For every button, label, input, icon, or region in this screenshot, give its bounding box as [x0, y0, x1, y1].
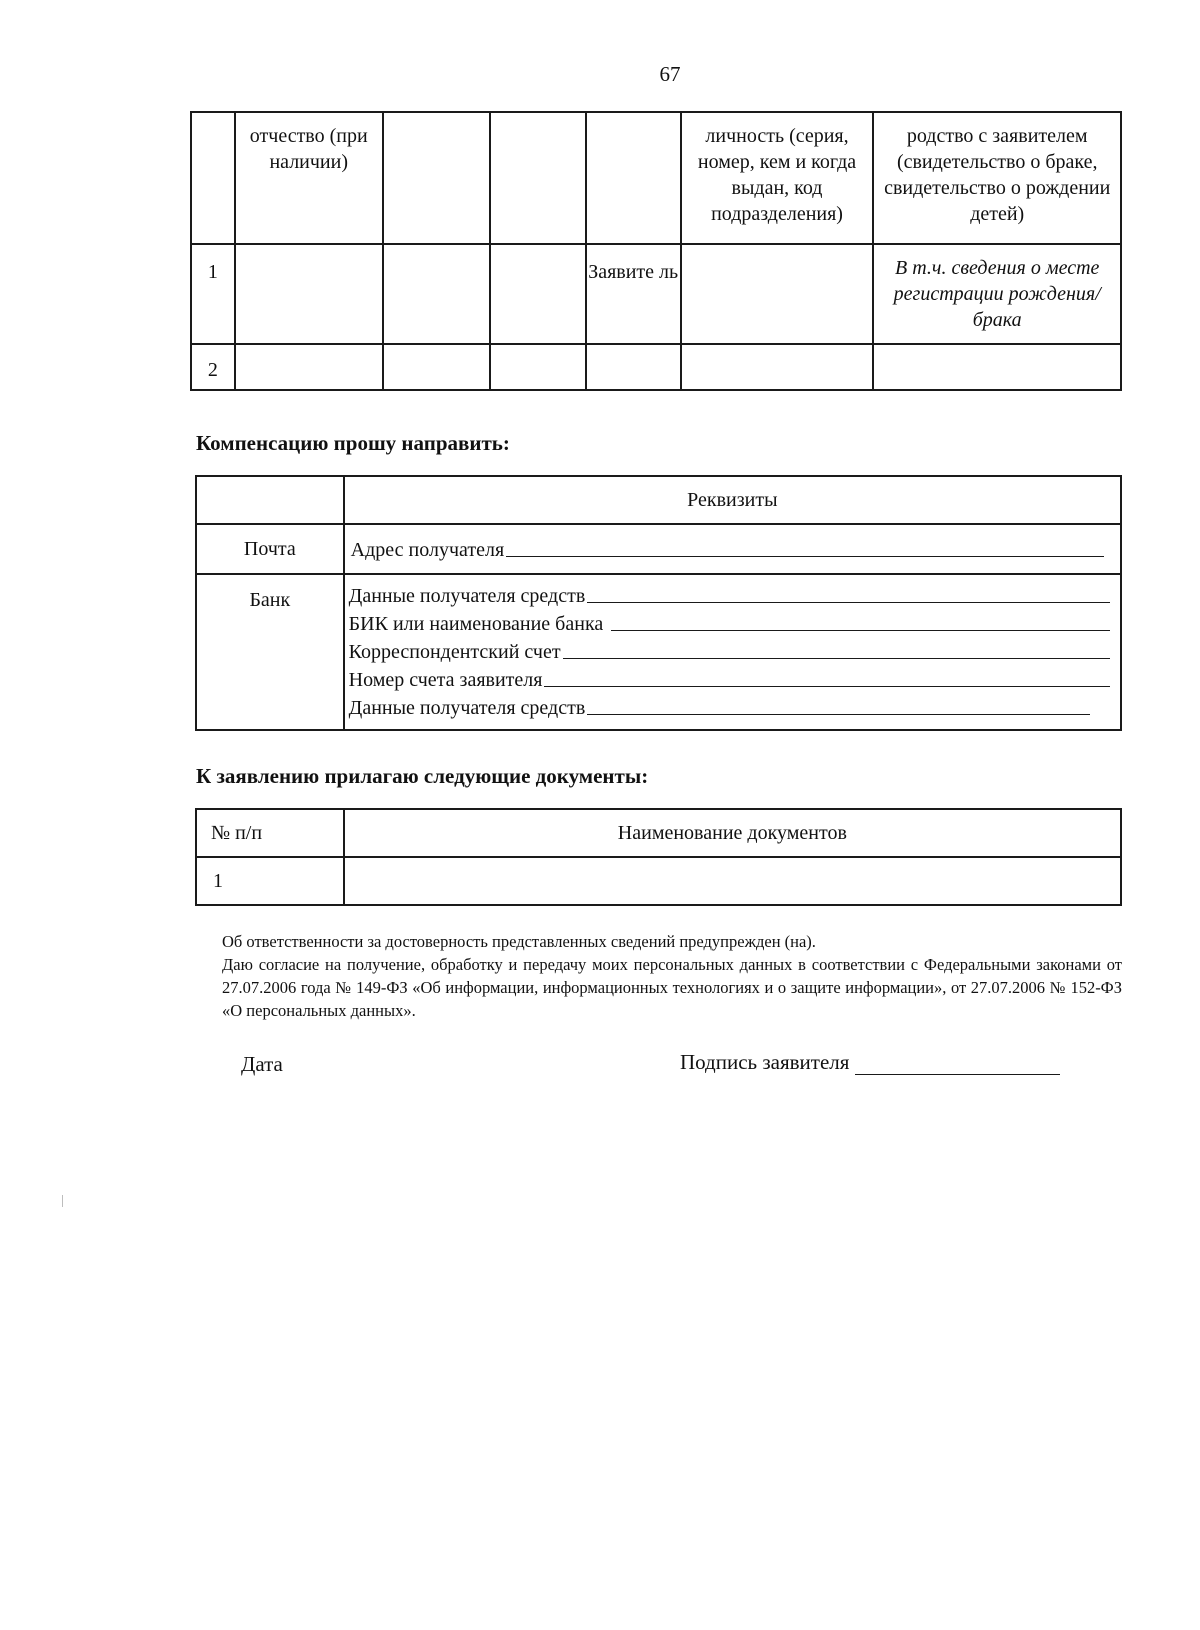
table-row — [191, 344, 1121, 390]
table-cell — [196, 476, 344, 524]
payment-requisites-table — [195, 475, 1122, 731]
documents-header-row — [196, 809, 1121, 857]
bank-field-recipient[interactable] — [349, 581, 1110, 609]
mail-fields — [344, 524, 1121, 574]
doc-name-cell[interactable] — [344, 857, 1121, 905]
row-number: 1 — [207, 261, 218, 283]
mail-address-field[interactable] — [351, 535, 1104, 563]
table-cell — [681, 244, 874, 344]
fill-line — [587, 714, 1090, 715]
header-cell-4 — [490, 112, 586, 244]
bank-label: Банк — [196, 574, 344, 730]
doc-name-header: Наименование документов — [344, 809, 1121, 857]
table-cell — [383, 244, 491, 344]
table-cell — [681, 344, 874, 390]
bank-field-recipient-2[interactable] — [349, 693, 1110, 721]
page-number: 67 — [659, 62, 681, 86]
family-members-table — [190, 111, 1122, 391]
personal-data-consent: Даю согласие на получение, обработку и передачу моих персональных данных в соответствии с Федеральными законами от 27.07.2006 года № 149-ФЗ «Об информации, информационных технологиях и о защите информации», от 27.07.2006 № 152-ФЗ «О персональных данных». — [222, 955, 1122, 1020]
fill-line — [506, 556, 1104, 557]
bank-field-account-number[interactable] — [349, 665, 1110, 693]
signature-block — [680, 1050, 1060, 1075]
header-patronymic-text: отчество (при наличии) — [249, 125, 368, 173]
requisites-header-row — [196, 476, 1121, 524]
bank-field-bic[interactable] — [349, 609, 1110, 637]
header-identity-text: личность (серия, номер, кем и когда выдан, код подразделения) — [697, 125, 857, 225]
field-label: БИК или наименование банка — [348, 613, 604, 635]
fill-line — [587, 602, 1110, 603]
table-cell — [490, 244, 586, 344]
fill-line — [611, 630, 1110, 631]
field-label: Данные получателя средств — [348, 585, 586, 607]
date-label: Дата — [241, 1052, 283, 1076]
responsibility-statement: Об ответственности за достоверность представленных сведений предупрежден (на). — [222, 932, 816, 951]
table-cell — [490, 344, 586, 390]
row-number: 2 — [207, 359, 218, 381]
note-cell — [873, 344, 1121, 390]
doc-num-header: № п/п — [196, 809, 344, 857]
payment-heading: Компенсацию прошу направить: — [196, 431, 510, 455]
mail-row — [196, 524, 1121, 574]
field-label: Данные получателя средств — [348, 697, 586, 719]
field-label: Номер счета заявителя — [348, 669, 543, 691]
applicant-label: Заявите ль — [588, 261, 679, 283]
header-cell-3 — [383, 112, 491, 244]
note-cell — [873, 244, 1121, 344]
signature-line[interactable] — [855, 1054, 1060, 1075]
scan-edge-mark — [62, 1195, 63, 1207]
field-label: Адрес получателя — [350, 539, 505, 561]
fill-line — [544, 686, 1110, 687]
header-cell-num — [191, 112, 235, 244]
documents-table — [195, 808, 1122, 906]
bank-fields — [344, 574, 1121, 730]
header-cell-5 — [586, 112, 681, 244]
documents-heading: К заявлению прилагаю следующие документы: — [196, 764, 649, 788]
header-relation-text: родство с заявителем (свидетельство о браке, свидетельство о рождении детей) — [884, 125, 1111, 225]
consent-block — [222, 930, 1122, 1022]
table-row — [191, 244, 1121, 344]
table-header-row — [191, 112, 1121, 244]
requisites-header: Реквизиты — [344, 476, 1121, 524]
mail-label: Почта — [196, 524, 344, 574]
relation-cell — [586, 344, 681, 390]
table-cell — [235, 244, 383, 344]
row-number-cell — [191, 344, 235, 390]
table-cell — [235, 344, 383, 390]
table-row — [196, 857, 1121, 905]
header-cell-patronymic — [235, 112, 383, 244]
header-cell-identity — [681, 112, 874, 244]
doc-row-number: 1 — [196, 857, 344, 905]
signature-label: Подпись заявителя — [680, 1050, 850, 1074]
fill-line — [563, 658, 1110, 659]
row-number-cell — [191, 244, 235, 344]
registration-note: В т.ч. сведения о месте регистрации рождения/брака — [893, 257, 1101, 331]
bank-field-correspondent-account[interactable] — [349, 637, 1110, 665]
table-cell — [383, 344, 491, 390]
bank-row — [196, 574, 1121, 730]
relation-cell — [586, 244, 681, 344]
header-cell-relation — [873, 112, 1121, 244]
field-label: Корреспондентский счет — [348, 641, 561, 663]
